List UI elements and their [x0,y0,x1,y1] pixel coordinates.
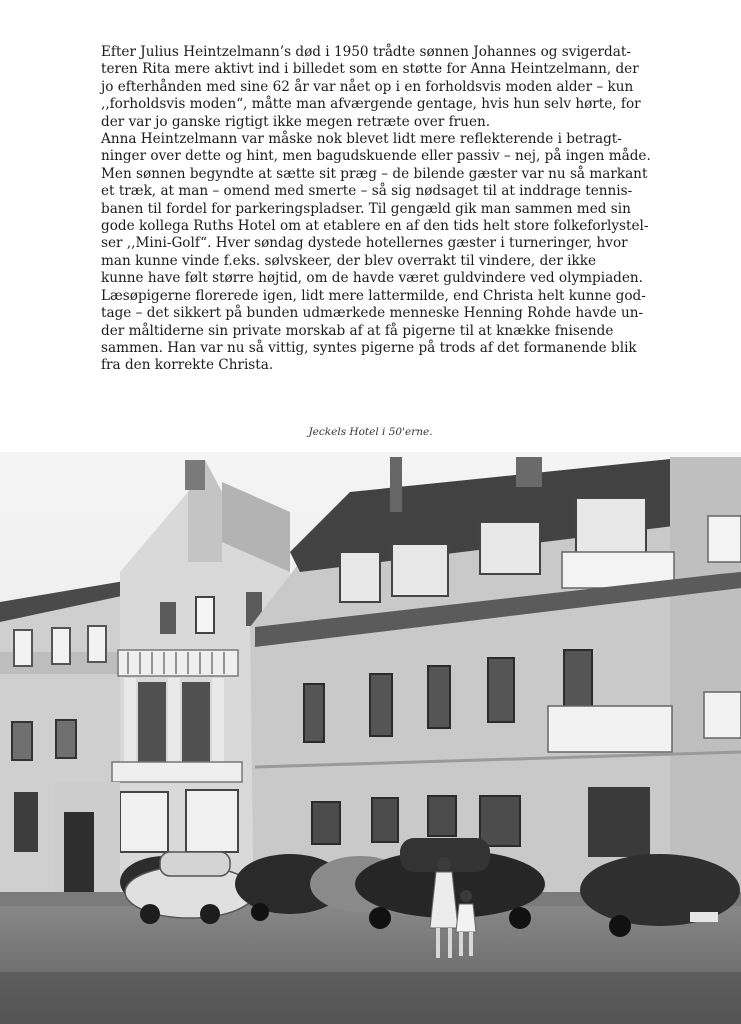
paragraph-2 [101,131,701,375]
text-line: der måltiderne sin private morskab af at få pigerne til at knække fnisende [101,322,614,339]
text-line: tage – det sikkert på bunden udmærkede menneske Henning Rohde havde un- [101,305,644,322]
text-line: et træk, at man – omend med smerte – så sig nødsaget til at inddrage tennis- [101,183,633,200]
text-line: ser ,,Mini-Golf“. Hver søndag dystede hotellernes gæster i turneringer, hvor [101,235,628,252]
text-line: Læsøpigerne florerede igen, lidt mere lattermilde, end Christa helt kunne god- [101,287,646,304]
photo-caption: Jeckels Hotel i 50'erne. [308,426,433,438]
text-line: gode kollega Ruths Hotel om at etablere en af den tids helt store folkeforlystel- [101,218,649,235]
text-line: jo efterhånden med sine 62 år var nået op i en forholdsvis moden alder – kun [101,78,634,95]
text-line: sammen. Han var nu så vittig, syntes pigerne på trods af det formanende blik [101,339,637,356]
text-line: kunne have følt større højtid, om de havde været guldvindere ved olympiaden. [101,270,643,287]
text-line: Efter Julius Heintzelmann’s død i 1950 trådte sønnen Johannes og svigerdat- [101,44,631,60]
text-line: der var jo ganske rigtigt ikke megen retræte over fruen. [101,113,491,130]
text-line: fra den korrekte Christa. [101,357,274,374]
body-text [101,44,701,375]
text-line: banen til fordel for parkeringspladser. Til gengæld gik man sammen med sin [101,200,631,217]
text-line: man kunne vinde f.eks. sølvskeer, der blev overrakt til vindere, der ikke [101,252,597,269]
text-line: teren Rita mere aktivt ind i billedet som en støtte for Anna Heintzelmann, der [101,61,639,78]
hotel-photograph [0,452,741,1024]
paragraph-1 [101,44,701,131]
text-line: Men sønnen begyndte at sætte sit præg – de bilende gæster var nu så markant [101,165,648,182]
text-line: ninger over dette og hint, men bagudskuende eller passiv – nej, på ingen måde. [101,148,651,165]
text-line: Anna Heintzelmann var måske nok blevet lidt mere reflekterende i betragt- [101,131,622,148]
text-line: ,,forholdsvis moden“, måtte man afværgende gentage, hvis hun selv hørte, for [101,96,641,113]
